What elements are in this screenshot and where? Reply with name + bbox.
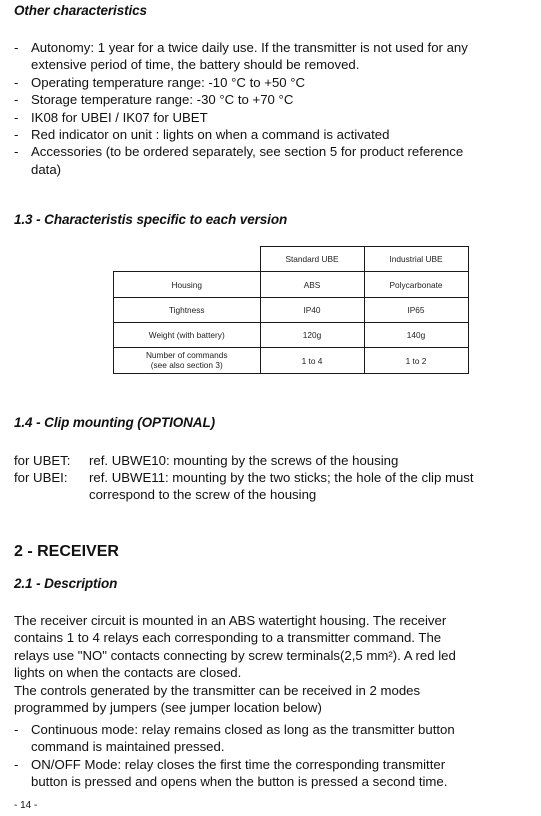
- list-item: - Continuous mode: relay remains closed as long as the transmitter button command is maintained pressed.: [14, 722, 455, 755]
- table-cell: Number of commands (see also section 3): [114, 348, 261, 374]
- table-cell: 1 to 4: [260, 348, 364, 374]
- table-cell: Weight (with battery): [114, 323, 261, 348]
- table-cell: ABS: [260, 272, 364, 298]
- table-row: [114, 348, 469, 374]
- list-item: - Storage temperature range: -30 °C to +70 °C: [14, 92, 294, 108]
- section-1-4-heading: 1.4 - Clip mounting (OPTIONAL): [14, 415, 215, 430]
- table-header-cell: Standard UBE: [260, 247, 364, 272]
- table-cell: Tightness: [114, 298, 261, 323]
- clip-row-text: ref. UBWE11: mounting by the two sticks; the hole of the clip must: [89, 470, 474, 485]
- page-number: - 14 -: [14, 800, 38, 811]
- table-header-cell: Industrial UBE: [364, 247, 468, 272]
- table-row: [114, 323, 469, 348]
- table-cell: Housing: [114, 272, 261, 298]
- table-cell: 140g: [364, 323, 468, 348]
- clip-row-text: correspond to the screw of the housing: [89, 487, 317, 502]
- other-characteristics-heading: Other characteristics: [14, 3, 147, 18]
- list-item: - Operating temperature range: -10 °C to +50 °C: [14, 74, 306, 90]
- list-item: - Red indicator on unit : lights on when a command is activated: [14, 127, 390, 143]
- list-item: - ON/OFF Mode: relay closes the first time the corresponding transmitter button is pressed and opens when the button is pressed a second time.: [14, 756, 448, 790]
- list-item: - IK08 for UBEI / IK07 for UBET: [14, 109, 208, 125]
- version-characteristics-table: [113, 246, 469, 374]
- clip-row-label: for UBEI:: [14, 470, 68, 485]
- table-cell: Polycarbonate: [364, 272, 468, 298]
- table-row: [114, 247, 469, 272]
- table-row: [114, 272, 469, 298]
- other-characteristics-list: [14, 39, 534, 178]
- clip-row-label: for UBET:: [14, 453, 71, 468]
- table-cell: 120g: [260, 323, 364, 348]
- list-item: - Autonomy: 1 year for a twice daily use. If the transmitter is not used for any extensive period of time, the battery should be removed.: [14, 40, 468, 73]
- table-cell: 1 to 2: [364, 348, 468, 374]
- clip-row-text: ref. UBWE10: mounting by the screws of the housing: [89, 453, 399, 468]
- section-2-1-heading: 2.1 - Description: [14, 576, 118, 591]
- section-1-3-heading: 1.3 - Characteristis specific to each version: [14, 212, 288, 227]
- table-cell: [114, 247, 261, 272]
- list-item: - Accessories (to be ordered separately, see section 5 for product reference data): [14, 144, 464, 177]
- table-row: [114, 298, 469, 323]
- section-2-heading: 2 - RECEIVER: [14, 543, 119, 560]
- receiver-modes-list: [14, 721, 534, 791]
- table-cell: IP40: [260, 298, 364, 323]
- receiver-description: The receiver circuit is mounted in an ABS watertight housing. The receiver contains 1 to 4 relays each corresponding to a transmitter command. The relays use "NO" contacts connecting by screw terminals(2,5 mm²). A red led lights on when the contacts are closed. The controls generated by the transmitter can be received in 2 modes programmed by jumpers (see jumper location below): [14, 613, 456, 716]
- table-cell: IP65: [364, 298, 468, 323]
